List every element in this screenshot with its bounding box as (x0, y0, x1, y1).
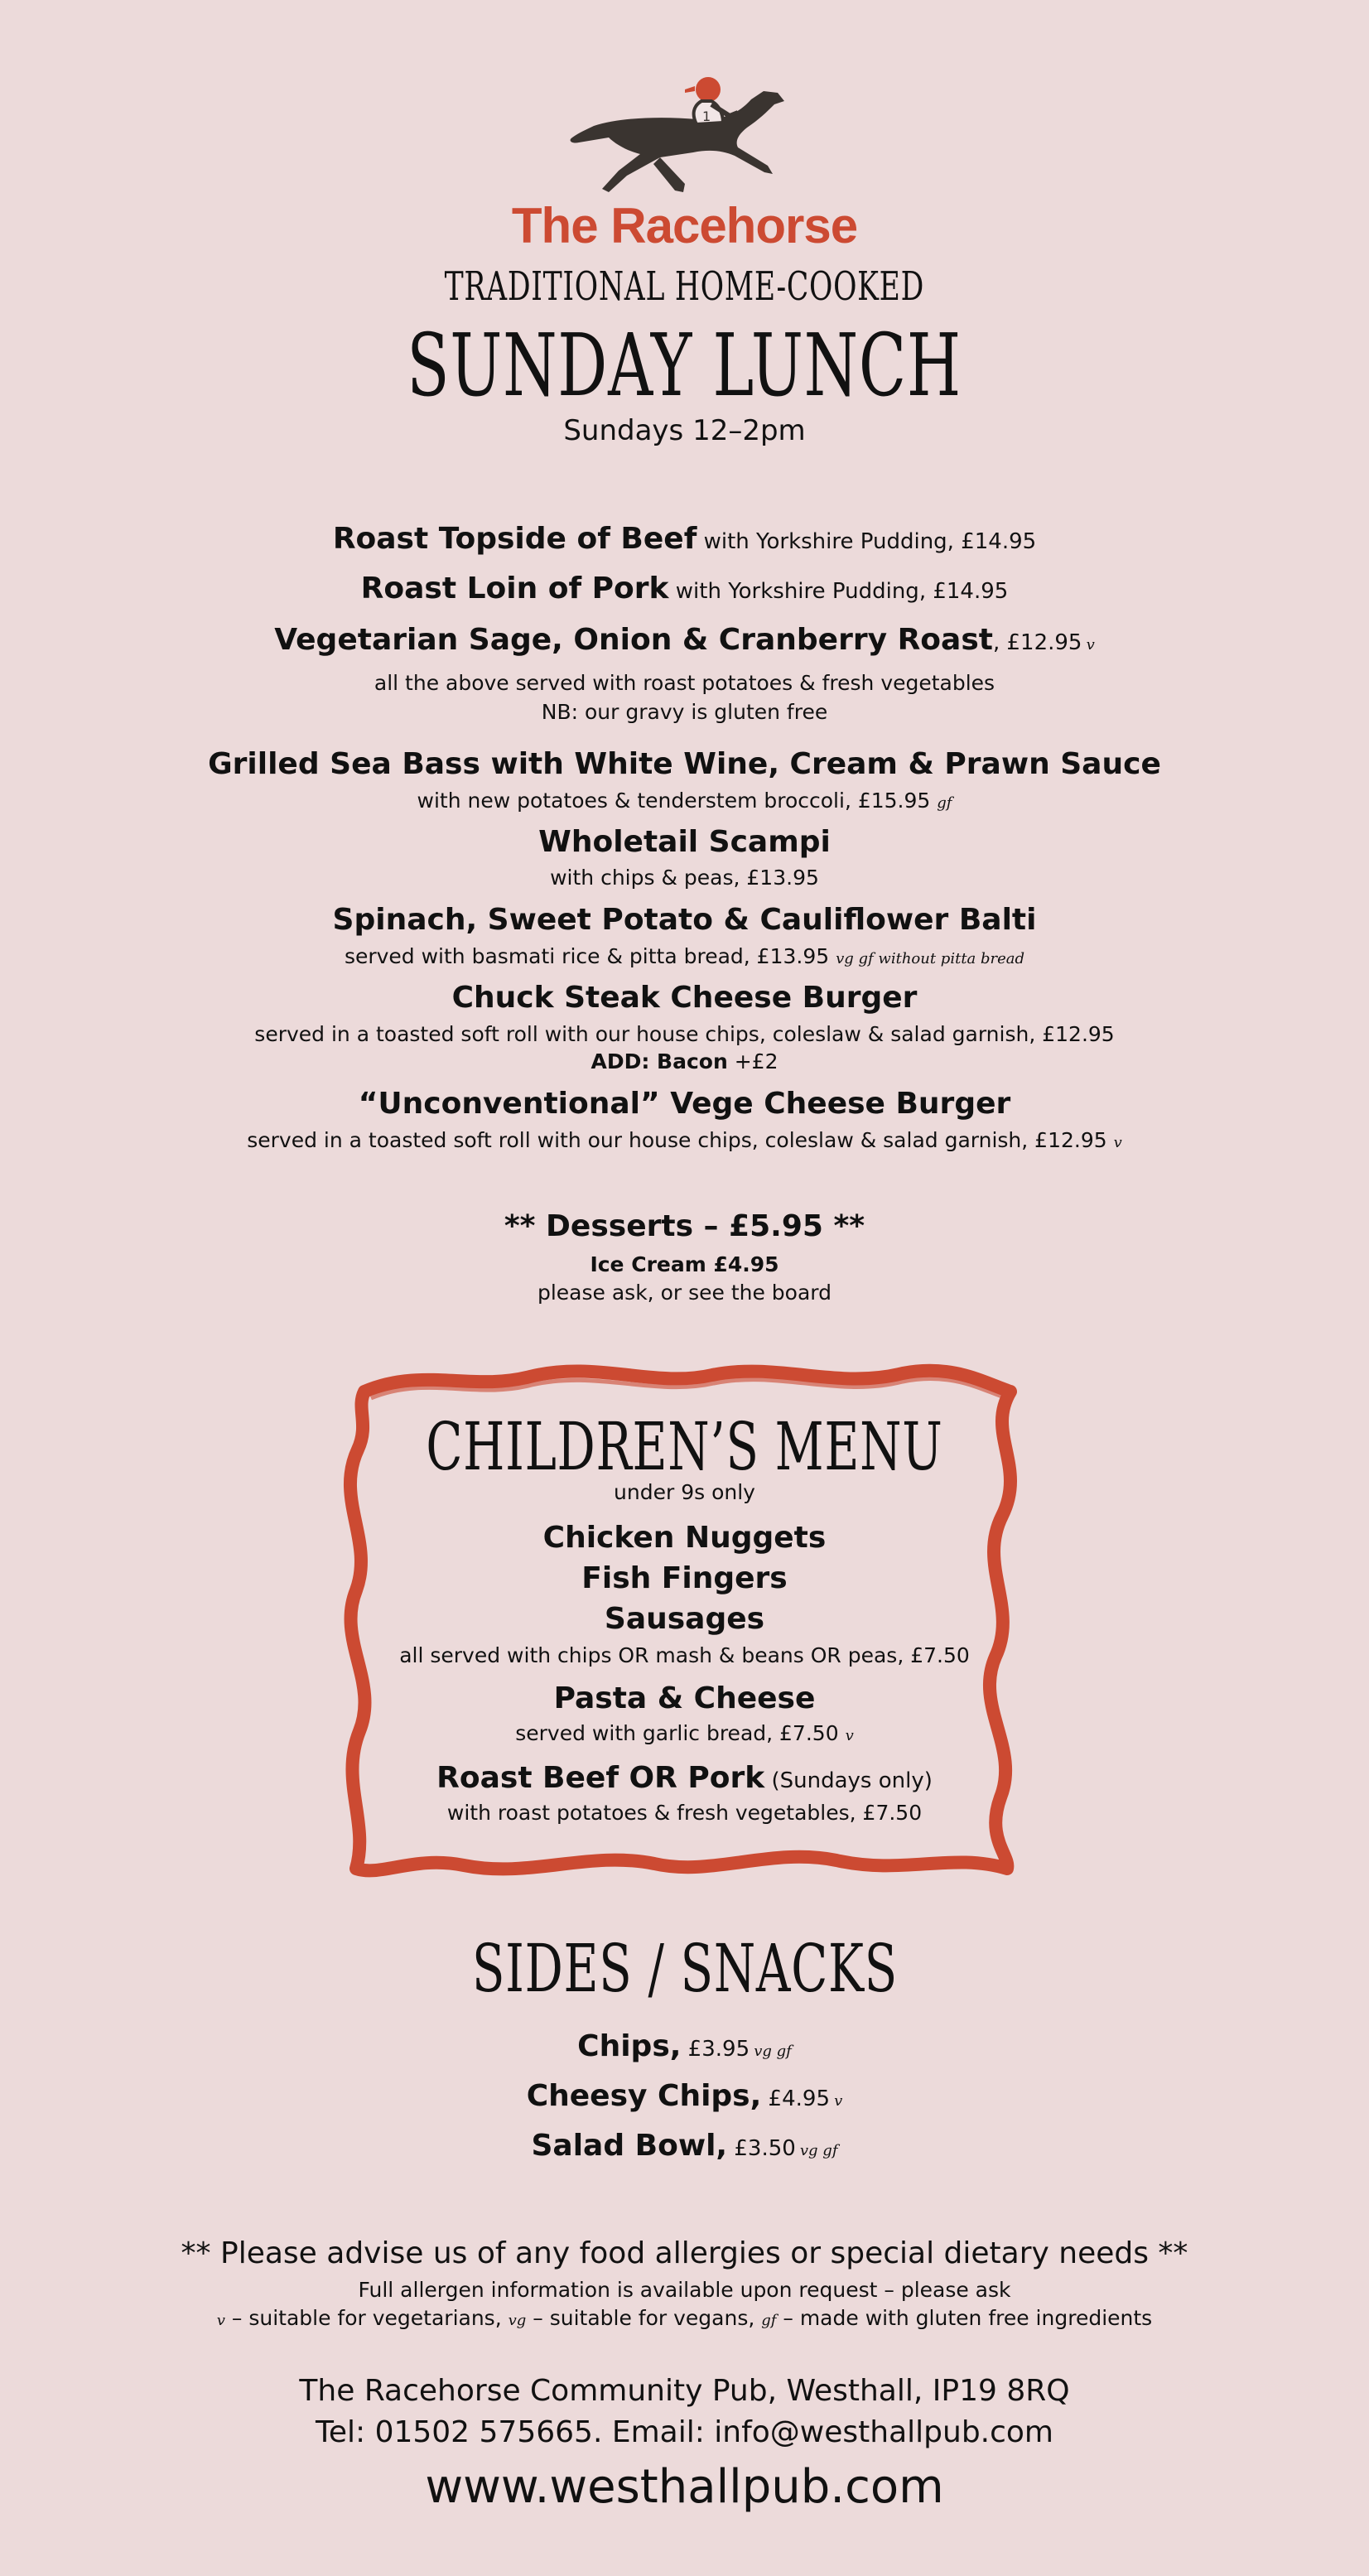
allergy-headline: ** Please advise us of any food allergies or special dietary needs ** (181, 2236, 1188, 2270)
dish-detail: served in a toasted soft roll with our house chips, coleslaw & salad garnish, £12.95 (254, 1022, 1115, 1046)
menu-item (0, 572, 1369, 605)
dietary-tag: v (1086, 636, 1095, 654)
dish-detail: with Yorkshire Pudding, £14.95 (668, 579, 1009, 604)
key-gf: gf (761, 2312, 777, 2329)
ice-cream: Ice Cream £4.95 (590, 1252, 779, 1276)
logo (0, 68, 1369, 209)
racehorse-icon (561, 68, 809, 209)
dish-name: Vegetarian Sage, Onion & Cranberry Roast (274, 623, 993, 657)
website-link[interactable]: www.westhallpub.com (425, 2460, 944, 2514)
page-title: SUNDAY LUNCH (407, 315, 962, 416)
dish-detail: with Yorkshire Pudding, £14.95 (697, 529, 1037, 554)
kids-item-detail: served with garlic bread, £7.50 v (515, 1721, 854, 1745)
dish-detail: served with basmati rice & pitta bread, £13.95 vg gf without pitta bread (344, 944, 1025, 968)
dish-name: Roast Topside of Beef (332, 522, 697, 556)
dietary-tag: vg gf (754, 2043, 792, 2060)
key-vg: vg (508, 2312, 527, 2329)
dish-detail: served in a toasted soft roll with our house chips, coleslaw & salad garnish, £12.95 v (247, 1128, 1122, 1152)
opening-hours: Sundays 12–2pm (563, 414, 806, 447)
sides-title: SIDES / SNACKS (471, 1930, 898, 2007)
contact: Tel: 01502 575665. Email: info@westhallpub.com (315, 2415, 1054, 2449)
key-v: v (216, 2312, 225, 2329)
dietary-tag: v (845, 1727, 854, 1744)
desserts-note: please ask, or see the board (537, 1281, 832, 1305)
kids-item: Roast Beef OR Pork (Sundays only) (436, 1761, 933, 1795)
side-item: Cheesy Chips, £4.95 v (526, 2079, 843, 2113)
allergen-info: Full allergen information is available upon request – please ask (358, 2278, 1011, 2302)
addon (0, 1049, 1369, 1073)
gravy-note: NB: our gravy is gluten free (541, 700, 828, 724)
kids-items-note: all served with chips OR mash & beans OR peas, £7.50 (399, 1643, 970, 1667)
dish-detail: with chips & peas, £13.95 (550, 866, 819, 890)
dish-name: “Unconventional” Vege Cheese Burger (358, 1087, 1011, 1121)
jockey-helmet (696, 77, 721, 102)
address: The Racehorse Community Pub, Westhall, IP19 8RQ (299, 2374, 1070, 2408)
dietary-tag: gf (937, 794, 952, 812)
childrens-menu-subtitle: under 9s only (614, 1480, 755, 1504)
kids-item: Sausages (604, 1602, 765, 1636)
dietary-key: v – suitable for vegetarians, vg – suitable for vegans, gf – made with gluten free ingredients (216, 2306, 1153, 2330)
dietary-tag: v (1113, 1134, 1122, 1151)
side-item: Chips, £3.95 vg gf (577, 2029, 792, 2063)
dish-detail: , £12.95 (992, 630, 1082, 655)
brand-name: The Racehorse (511, 198, 858, 253)
dish-name: Spinach, Sweet Potato & Cauliflower Balti (332, 903, 1037, 937)
tagline: TRADITIONAL HOME-COOKED (444, 263, 925, 310)
dish-name: Roast Loin of Pork (360, 572, 669, 605)
desserts-heading: ** Desserts – £5.95 ** (504, 1209, 865, 1243)
dietary-tag: vg gf without pitta bread (836, 950, 1025, 967)
dish-detail: with new potatoes & tenderstem broccoli, £15.95 gf (417, 789, 952, 813)
svg-text:1: 1 (701, 109, 711, 124)
childrens-menu-title: CHILDREN’S MENU (426, 1408, 943, 1485)
addon-label: ADD: Bacon (591, 1049, 728, 1073)
roast-note: all the above served with roast potatoes & fresh vegetables (374, 671, 995, 695)
kids-item: Pasta & Cheese (553, 1681, 816, 1715)
dish-name: Grilled Sea Bass with White Wine, Cream & Prawn Sauce (208, 747, 1161, 781)
dietary-tag: vg gf (799, 2142, 838, 2159)
kids-item: Chicken Nuggets (542, 1521, 827, 1555)
dish-name: Chuck Steak Cheese Burger (451, 981, 918, 1015)
kids-item: Fish Fingers (581, 1561, 788, 1595)
kids-item-detail: with roast potatoes & fresh vegetables, £7.50 (446, 1801, 923, 1825)
dietary-tag: v (834, 2092, 843, 2110)
menu-item (0, 623, 1369, 657)
kids-item-qualifier: (Sundays only) (764, 1768, 933, 1793)
side-item: Salad Bowl, £3.50 vg gf (531, 2129, 838, 2163)
menu-item (0, 522, 1369, 556)
addon-price: +£2 (727, 1049, 778, 1073)
dish-name: Wholetail Scampi (538, 825, 831, 859)
